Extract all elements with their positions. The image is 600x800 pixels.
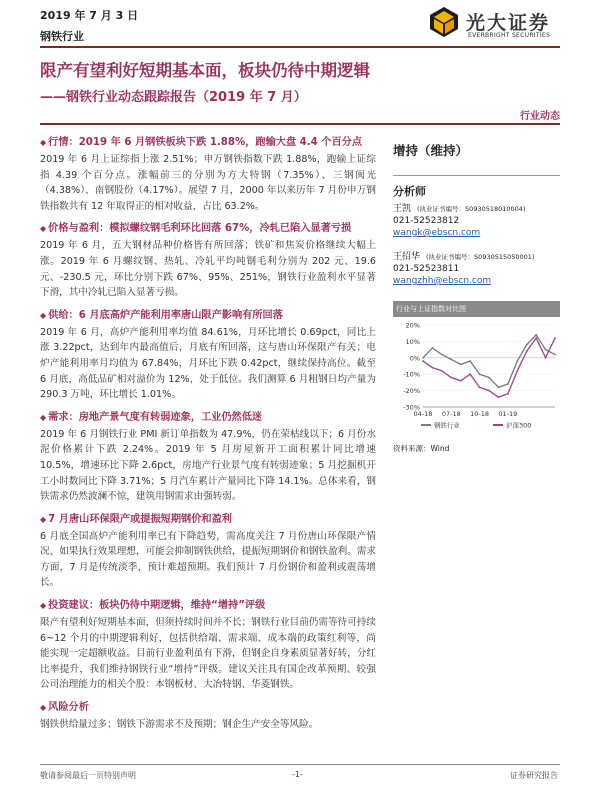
- section-text: 6 月底全国高炉产能利用率已有下降趋势，需高度关注 7 月份唐山环保限产情况，如果执行效果理想，可能会抑制钢铁供给，提振短期钢价和钢铁盈利。需求方面，7 月是传统淡季，预计难超预期。我们预计 7 月份钢价和盈利或震荡增长。: [40, 530, 376, 589]
- data-point: [422, 357, 424, 359]
- data-point: [479, 373, 481, 375]
- data-point: [498, 386, 500, 388]
- data-point: [507, 383, 509, 385]
- series-line: [423, 335, 555, 387]
- analysts-heading: 分析师: [393, 185, 426, 198]
- y-tick-label: -20%: [403, 387, 420, 396]
- x-tick-label: 01-19: [498, 410, 518, 418]
- data-point: [526, 350, 528, 352]
- report-type-tag: 行业动态: [520, 111, 560, 122]
- section-heading: ◆ 需求：房地产景气度有转弱迹象，工业仍然低迷: [40, 411, 263, 423]
- diamond-icon: ◆: [40, 310, 47, 320]
- data-point: [469, 360, 471, 362]
- series-line: [423, 338, 555, 397]
- analyst-email-link[interactable]: wangk@ebscn.com: [393, 228, 481, 238]
- data-point: [526, 344, 528, 346]
- diamond-icon: ◆: [40, 224, 47, 234]
- analyst-cert: (执业证书编号：S0930515050001): [426, 253, 535, 261]
- data-point: [498, 396, 500, 398]
- data-point: [554, 354, 556, 356]
- data-point: [516, 360, 518, 362]
- data-point: [469, 373, 471, 375]
- analyst-entry: [393, 251, 560, 287]
- footer-divider: [40, 764, 560, 765]
- y-tick-label: 10%: [405, 337, 420, 346]
- legend-label: 钢铁行业: [434, 421, 460, 430]
- data-point: [422, 360, 424, 362]
- data-point: [432, 347, 434, 349]
- x-tick-label: 07-18: [441, 410, 461, 418]
- data-point: [516, 370, 518, 372]
- y-tick-label: -30%: [403, 403, 420, 412]
- legend-label: 沪深300: [506, 421, 532, 430]
- comparison-chart: [393, 319, 560, 437]
- report-body: [40, 128, 376, 733]
- section-heading: ◆ 7 月唐山环保限产或提振短期钢价和盈利: [40, 513, 232, 525]
- y-tick-label: 20%: [405, 321, 420, 330]
- data-point: [450, 377, 452, 379]
- data-point: [441, 354, 443, 356]
- section-text: 限产有望利好短期基本面，但须持续时间并不长；钢铁行业目前仍需等待可持续 6~12 个月的中期逻辑利好，包括供给端、需求端、成本端的政策红利等，尚能实现一定超额收益。目前行业盈利虽有下滑，但钢企自身素质显著好转，分红比率提升，我们维持钢铁行业“增持”评级。建议关注具有国企改革预期、较强公司治理能力的相关个股：本钢板材、大冶特钢、华菱钢铁。: [40, 617, 376, 691]
- analyst-phone: 021-52523812: [393, 216, 460, 226]
- data-point: [460, 380, 462, 382]
- section-text: 钢铁供给量过多；钢铁下游需求不及预期；钢企生产安全等风险。: [40, 719, 319, 731]
- diamond-icon: ◆: [40, 138, 47, 147]
- data-point: [488, 377, 490, 379]
- data-point: [432, 367, 434, 369]
- logo-text-en: EVERBRIGHT SECURITIES: [468, 32, 551, 39]
- company-logo: [428, 6, 568, 42]
- data-point: [545, 357, 547, 359]
- header-divider: [40, 46, 560, 48]
- diamond-icon: ◆: [40, 601, 47, 611]
- rating: 增持（维持）: [393, 143, 469, 158]
- data-point: [507, 393, 509, 395]
- diamond-icon: ◆: [40, 514, 47, 524]
- data-point: [535, 334, 537, 336]
- diamond-icon: ◆: [40, 412, 47, 422]
- data-point: [554, 337, 556, 339]
- sidebar: [393, 128, 560, 454]
- section-text: 2019 年 6 月钢铁行业 PMI 新订单指数为 47.9%，仍在荣枯线以下；6 月份水泥价格累计下跌 2.24%。2019 年 5 月房屋新开工面积累计同比增速 10.5%，增速环比下降 2.6pct，房地产行业景气度有转弱迹象；5 月挖掘机开工小时数同比下降 3.71%；5 月汽车累计产量同比下降 14.1%。总体来看，钢铁需求仍然波澜不惊，建筑用钢需求由强转弱。: [40, 428, 376, 503]
- industry-label: 钢铁行业: [40, 30, 84, 43]
- sidebar-divider: [393, 175, 560, 176]
- section-heading: ◆ 行情：2019 年 6 月钢铁板块下跌 1.88%，跑输大盘 4.4 个百分点: [40, 137, 363, 148]
- footer-report-type: 证券研究报告: [510, 771, 558, 780]
- data-point: [535, 337, 537, 339]
- analyst-email-link[interactable]: wangzhh@ebscn.com: [393, 276, 492, 286]
- x-tick-label: 10-18: [470, 410, 490, 418]
- report-date: 2019 年 7 月 3 日: [40, 9, 139, 22]
- section-heading: ◆ 投资建议：板块仍待中期逻辑，维持“增持”评级: [40, 600, 266, 612]
- data-point: [441, 370, 443, 372]
- analyst-name: 王招华: [393, 252, 421, 262]
- data-point: [479, 386, 481, 388]
- logo-mark-icon: [428, 6, 460, 38]
- page-number: -1-: [292, 770, 303, 779]
- section-text: 2019 年 6 月，五大钢材品种价格皆有所回落；铁矿和焦炭价格继续大幅上涨。2019 年 6 月螺纹钢、热轧、冷轧平均吨钢毛利分别为 202 元、19.6 元、-230.5 元，环比分别下跌 67%、95%、251%，钢铁行业盈利水平显著下滑，其中冷轧已陷入显著亏损。: [40, 240, 376, 299]
- section-heading: ◆ 风险分析: [40, 702, 89, 714]
- chart-source: 资料来源：Wind: [393, 444, 450, 453]
- y-tick-label: -10%: [403, 370, 420, 379]
- section-heading: ◆ 价格与盈利：模拟螺纹钢毛利环比回落 67%，冷轧已陷入显著亏损: [40, 223, 352, 235]
- footer-disclaimer: 敬请参阅最后一页特别声明: [40, 771, 136, 780]
- analyst-name: 王凯: [393, 204, 412, 214]
- data-point: [545, 349, 547, 351]
- logo-text-cn: 光大证券: [466, 12, 551, 34]
- data-point: [488, 390, 490, 392]
- title-divider: [40, 123, 560, 125]
- x-tick-label: 04-18: [413, 410, 433, 418]
- analyst-cert: (执业证书编号：S0930518010004): [417, 205, 526, 213]
- analyst-phone: 021-52523811: [393, 264, 460, 274]
- diamond-icon: ◆: [40, 703, 47, 713]
- report-title: 限产有望利好短期基本面，板块仍待中期逻辑: [40, 61, 370, 80]
- section-text: 2019 年 6 月，高炉产能利用率均值 84.61%，月环比增长 0.69pct，同比上涨 3.22pct，达到年内最高值后，月底有所回落，这与唐山环保限产有关；电炉产能利用率月均值为 67.84%，月环比下跌 0.42pct，继续保持高位。截至 6 月底，高低品矿相对溢价为 12%，处于低位。我们测算 6 月粗钢日均产量为 290.3 万吨，环比增长 1.01%。: [40, 326, 376, 401]
- data-point: [450, 359, 452, 361]
- section-heading: ◆ 供给：6 月底高炉产能利用率唐山限产影响有所回落: [40, 309, 283, 321]
- data-point: [460, 363, 462, 365]
- section-text: 2019 年 6 月上证综指上涨 2.51%；申万钢铁指数下跌 1.88%，跑输上证综指 4.39 个百分点。涨幅前三的分别为方大特钢（7.35%）、三钢闽光（4.38%）、南钢股份（4.17%）。展望 7 月，2000 年以来历年 7 月份申万钢铁指数共有 12 年取得正的相对收益，占比 63.2%。: [40, 154, 376, 212]
- report-subtitle: ——钢铁行业动态跟踪报告（2019 年 7 月）: [40, 90, 307, 105]
- chart-header: 行业与上证指数对比图: [393, 301, 560, 317]
- analyst-entry: [393, 203, 560, 239]
- y-tick-label: 0%: [409, 354, 420, 363]
